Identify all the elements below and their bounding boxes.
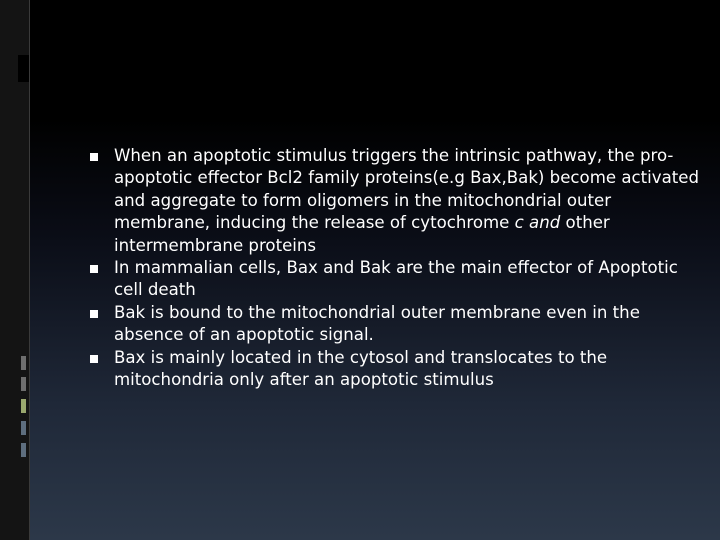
italic-text: c and — [514, 213, 561, 233]
bullet-list — [90, 145, 700, 391]
bullet-text: Bak is bound to the mitochondrial outer membrane even in the absence of an apoptotic signal. — [114, 302, 640, 345]
square-bullet-icon — [90, 310, 98, 318]
bullet-item — [90, 347, 700, 392]
square-bullet-icon — [90, 153, 98, 161]
decorative-mark — [21, 377, 26, 391]
bullet-text: In mammalian cells, Bax and Bak are the main effector of Apoptotic cell death — [114, 258, 678, 300]
bullet-text: Bax is mainly located in the cytosol and translocates to the mitochondria only after an apoptotic stimulus — [114, 347, 608, 390]
bullet-item — [90, 257, 700, 302]
square-bullet-icon — [90, 355, 98, 363]
decorative-block — [18, 55, 29, 82]
bullet-text: When an apoptotic stimulus triggers the intrinsic pathway, the pro-apoptotic effector Bcl2 family proteins(e.g Bax,Bak) become activated and aggregate to form oligomers in the mitochondrial outer membrane, inducing the release of cytochrome c and other intermembrane proteins — [114, 146, 699, 255]
decorative-mark — [21, 399, 26, 413]
bullet-item — [90, 302, 700, 347]
decorative-mark — [21, 443, 26, 457]
square-bullet-icon — [90, 265, 98, 273]
decorative-mark — [21, 421, 26, 435]
left-decorative-strip — [0, 0, 30, 540]
decorative-mark — [21, 356, 26, 370]
bullet-item — [90, 145, 700, 257]
